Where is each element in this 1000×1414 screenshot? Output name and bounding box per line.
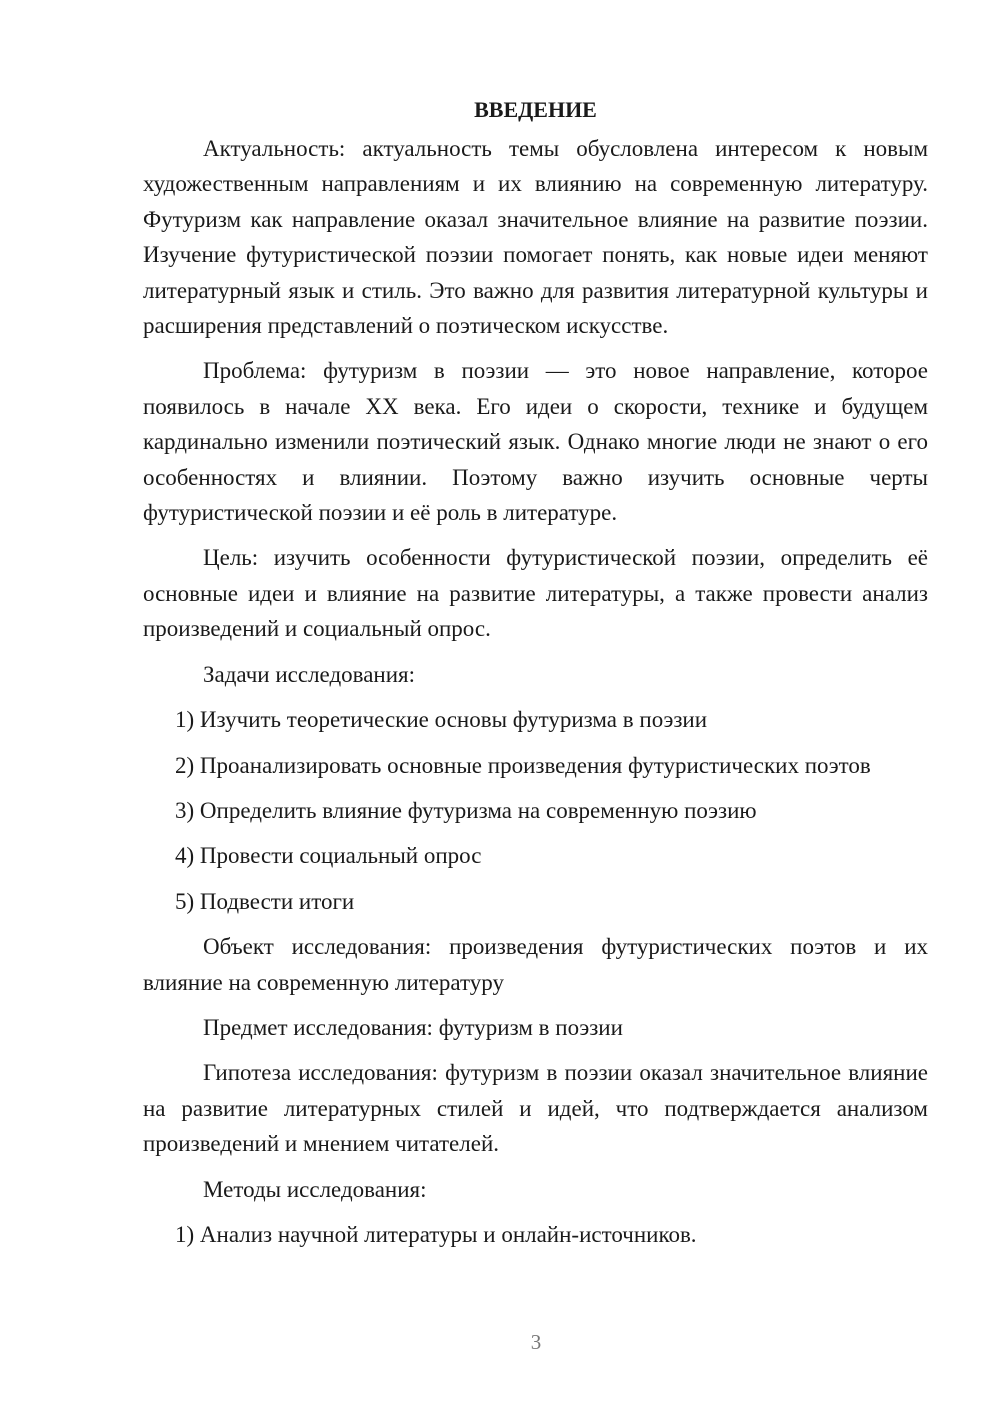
- document-page: [143, 92, 928, 1262]
- hypothesis-paragraph: Гипотеза исследования: футуризм в поэзии оказал значительное влияние на развитие литературных стилей и идей, что подтверждается анализом произведений и мнением читателей.: [143, 1060, 928, 1157]
- relevance-paragraph: Актуальность: актуальность темы обусловлена интересом к новым художественным направлениям и их влиянию на современную литературу. Футуризм как направление оказал значительное влияние на развитие поэзии. Изучение футуристической поэзии помогает понять, как новые идеи меняют литературный язык и стиль. Это важно для развития литературной культуры и расширения представлений о поэтическом искусстве.: [143, 136, 928, 339]
- task-item: 1) Изучить теоретические основы футуризма в поэзии: [175, 707, 708, 733]
- goal-paragraph: Цель: изучить особенности футуристической поэзии, определить её основные идеи и влияние на развитие литературы, а также провести анализ произведений и социальный опрос.: [143, 545, 928, 642]
- tasks-label: Задачи исследования:: [203, 661, 416, 687]
- page-number: 3: [530, 1330, 542, 1354]
- task-item: 3) Определить влияние футуризма на современную поэзию: [175, 797, 757, 823]
- methods-label: Методы исследования:: [203, 1176, 427, 1202]
- task-item: 5) Подвести итоги: [175, 888, 355, 914]
- problem-paragraph: Проблема: футуризм в поэзии — это новое направление, которое появилось в начале XX века. Его идеи о скорости, технике и будущем кардинально изменили поэтический язык. Однако многие люди не знают о его особенностях и влиянии. Поэтому важно изучить основные черты футуристической поэзии и её роль в литературе.: [143, 358, 928, 526]
- method-item: 1) Анализ научной литературы и онлайн-источников.: [175, 1221, 697, 1247]
- task-item: 2) Проанализировать основные произведения футуристических поэтов: [175, 752, 871, 778]
- section-heading: ВВЕДЕНИЕ: [474, 97, 597, 122]
- task-item: 4) Провести социальный опрос: [175, 843, 482, 869]
- object-paragraph: Объект исследования: произведения футуристических поэтов и их влияние на современную литературу: [143, 934, 928, 995]
- subject-paragraph: Предмет исследования: футуризм в поэзии: [203, 1014, 623, 1040]
